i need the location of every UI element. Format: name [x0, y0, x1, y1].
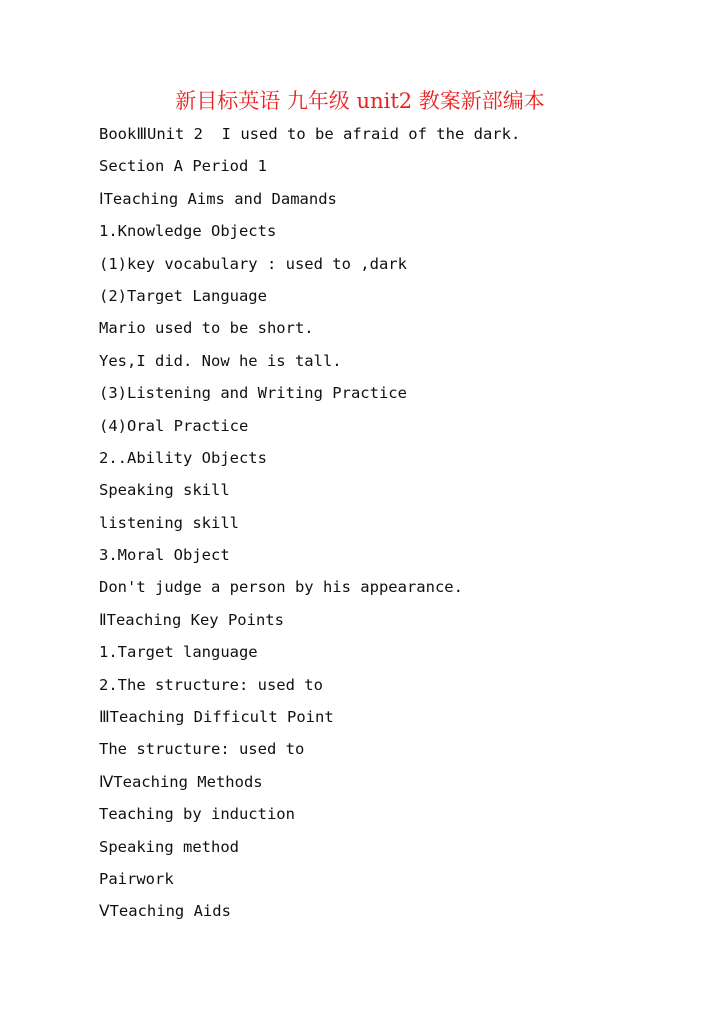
text-line: (1)key vocabulary : used to ,dark: [99, 254, 407, 273]
text-line: (3)Listening and Writing Practice: [99, 384, 407, 403]
text-line: (2)Target Language: [99, 286, 267, 305]
section-heading: ⅠTeaching Aims and Damands: [99, 189, 337, 208]
text-line: Section A Period 1: [99, 157, 267, 176]
document-body: [99, 118, 699, 928]
text-line: Mario used to be short.: [99, 319, 314, 338]
section-heading: ⅢTeaching Difficult Point: [99, 708, 334, 727]
text-line: 1.Knowledge Objects: [99, 222, 277, 241]
text-line: 3.Moral Object: [99, 546, 230, 565]
text-line: BookⅢUnit 2 I used to be afraid of the dark.: [99, 125, 521, 143]
section-heading: ⅡTeaching Key Points: [99, 610, 284, 629]
text-line: Speaking skill: [99, 481, 230, 500]
text-line: 2.The structure: used to: [99, 675, 323, 694]
text-line: The structure: used to: [99, 740, 305, 759]
section-heading: ⅣTeaching Methods: [99, 772, 263, 791]
text-line: 2..Ability Objects: [99, 448, 267, 467]
text-line: Pairwork: [99, 869, 174, 888]
section-heading: ⅤTeaching Aids: [99, 902, 231, 921]
text-line: Don't judge a person by his appearance.: [99, 578, 463, 597]
text-line: (4)Oral Practice: [99, 416, 249, 435]
text-line: 1.Target language: [99, 643, 258, 662]
text-line: Yes,I did. Now he is tall.: [99, 351, 342, 370]
text-line: Teaching by induction: [99, 805, 295, 824]
text-line: listening skill: [99, 513, 239, 532]
text-line: Speaking method: [99, 837, 239, 856]
document-title: 新目标英语 九年级 unit2 教案新部编本: [175, 89, 545, 113]
